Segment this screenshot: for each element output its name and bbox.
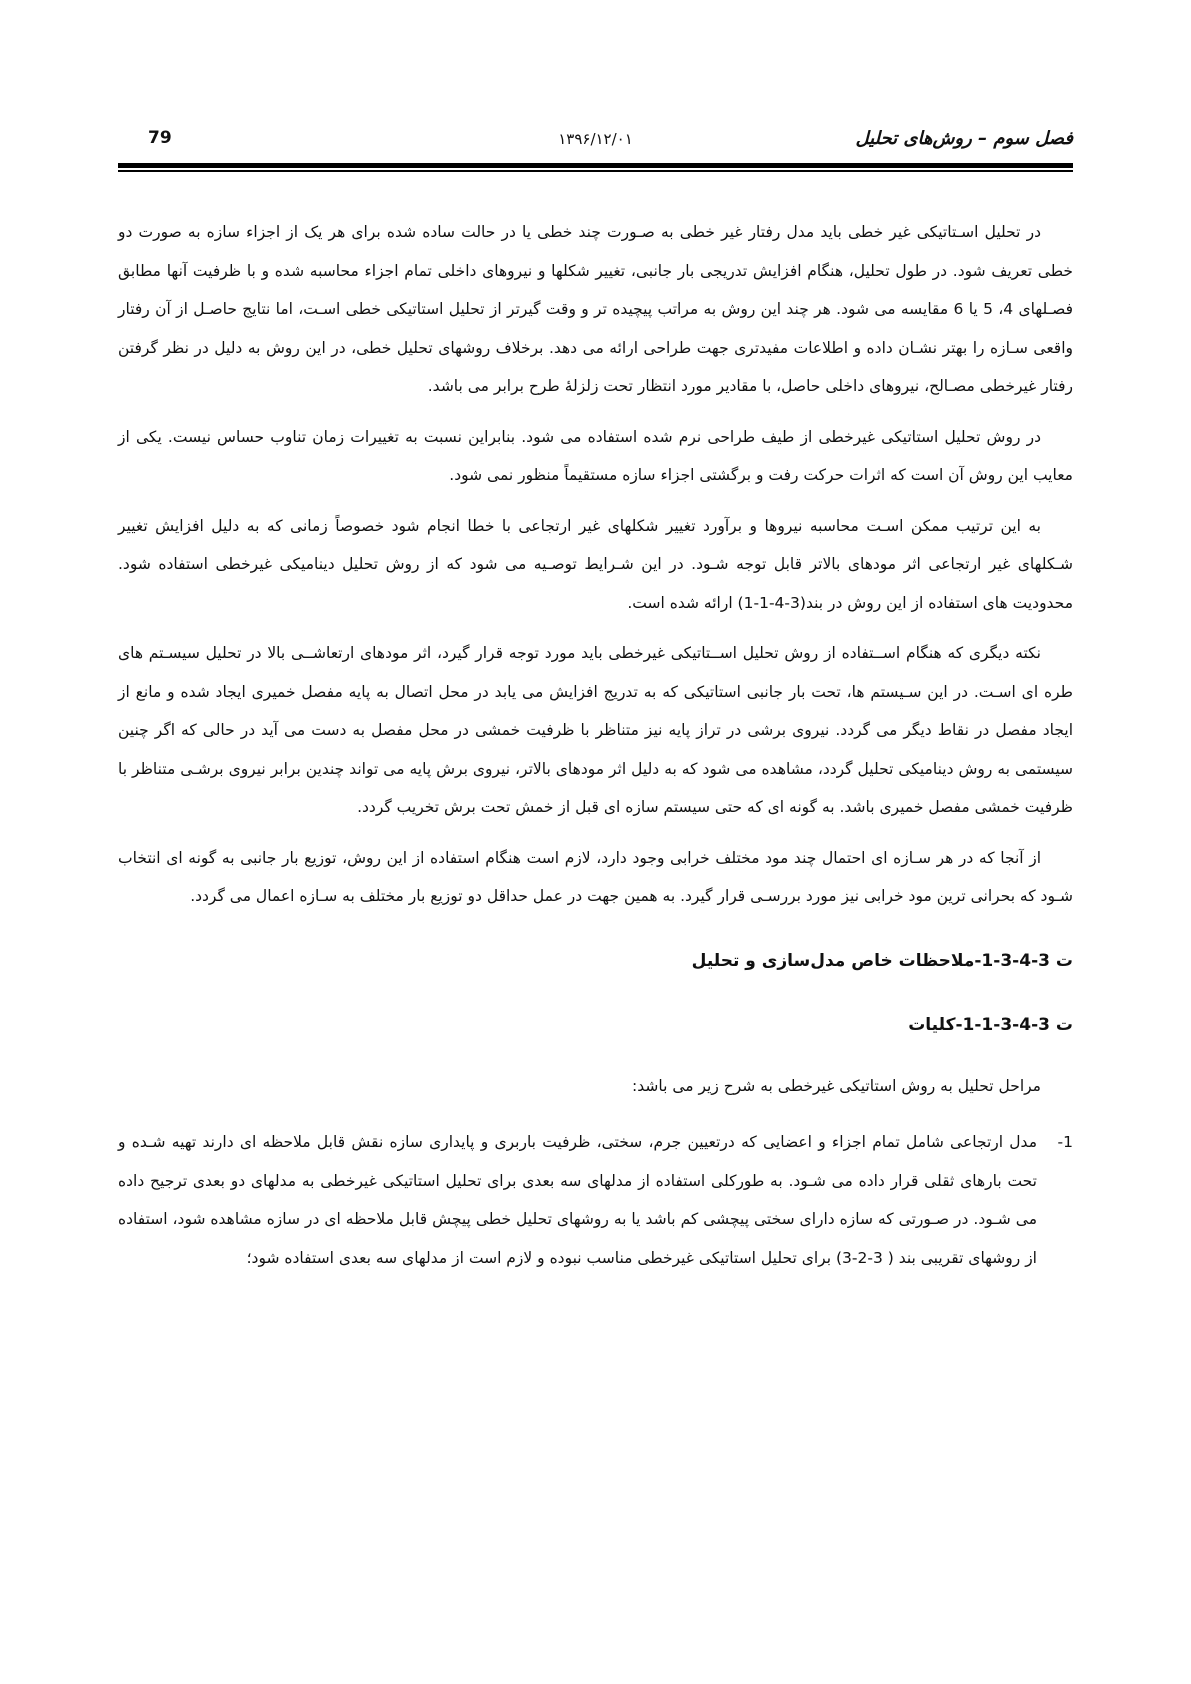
paragraph: در روش تحلیل استاتیکی غیرخطی از طیف طراحی نرم شده استفاده می شود. بنابراین نسبت به تغییرات زمان تناوب حساس نیست. یکی از معایب این روش آن است که اثرات حرکت رفت و برگشتی اجزاء سازه مستقیماً منظور نمی شود. [118,427,1073,484]
list-item [118,1123,1073,1277]
page-number: 79 [148,128,172,148]
section-heading: ت 3-4-3-1-ملاحظات خاص مدل‌سازی و تحلیل [691,950,1073,971]
header-rule-thick [118,163,1073,168]
subsection-heading: ت 3-4-3-1-1-کلیات [908,1015,1073,1035]
page-header [118,128,1073,158]
document-body [118,213,1073,1277]
list-item-text: مدل ارتجاعی شامل تمام اجزاء و اعضایی که درتعیین جرم، سختی، ظرفیت باربری و پایداری سازه نقش قابل ملاحظه ای دارند تهیه شـده و تحت بارهای ثقلی قرار داده می شـود. به طورکلی استفاده از مدلهای سه بعدی برای تحلیل استاتیکی غیرخطی به مدلهای دو بعدی ترجیح داده می شـود. در صـورتی که سازه دارای سختی پیچشی کم باشد یا به روشهای تحلیل خطی پیچش قابل ملاحظه ای در سازه مشاهده شود، استفاده از روشهای تقریبی بند ( 3-2-3) برای تحلیل استاتیکی غیرخطی مناسب نبوده و لازم است از مدلهای سه بعدی استفاده شود؛ [118,1133,1037,1267]
paragraph: نکته دیگری که هنگام اســتفاده از روش تحلیل اســتاتیکی غیرخطی باید مورد توجه قرار گیرد، اثر مودهای ارتعاشــی بالا در تحلیل سیسـتم های طره ای اسـت. در این سـیستم ها، تحت بار جانبی استاتیکی که به تدریج افزایش می یابد در محل اتصال به پایه مفصل خمیری ایجاد شده و مانع از ایجاد مفصل در نقاط دیگر می گردد. نیروی برشی در تراز پایه نیز متناظر با ظرفیت خمشی در محل مفصل به دست می آید در حالی که اگر چنین سیستمی به روش دینامیکی تحلیل گردد، مشاهده می شود که به دلیل اثر مودهای بالاتر، نیروی برش پایه می تواند چندین برابر نیروی برشـی متناظر با ظرفیت خمشی مفصل خمیری باشد. به گونه ای که حتی سیستم سازه ای قبل از خمش تحت برش تخریب گردد. [118,644,1073,816]
paragraph: از آنجا که در هر سـازه ای احتمال چند مود مختلف خرابی وجود دارد، لازم است هنگام استفاده از این روش، توزیع بار جانبی به گونه ای انتخاب شـود که بحرانی ترین مود خرابی نیز مورد بررسـی قرار گیرد. به همین جهت در عمل حداقل دو توزیع بار مختلف به سـازه اعمال می گردد. [118,848,1073,905]
header-rule-thin [118,170,1073,172]
chapter-title: فصل سوم – روش‌های تحلیل [855,128,1073,149]
header-date: ۱۳۹۶/۱۲/۰۱ [558,130,633,148]
paragraph: به این ترتیب ممکن اسـت محاسبه نیروها و برآورد تغییر شکلهای غیر ارتجاعی با خطا انجام شود خصوصاً زمانی که به دلیل افزایش تغییر شـکلهای غیر ارتجاعی اثر مودهای بالاتر قابل توجه شـود. در این شـرایط توصـیه می شود که از روش تحلیل دینامیکی غیرخطی استفاده شود. محدودیت های استفاده از این روش در بند(3-4-1-1) ارائه شده است. [118,516,1073,612]
list-lead: مراحل تحلیل به روش استاتیکی غیرخطی به شرح زیر می باشد: [632,1076,1041,1095]
paragraph: در تحلیل اسـتاتیکی غیر خطی باید مدل رفتار غیر خطی به صـورت چند خطی یا در حالت ساده شده برای هر یک از اجزاء سازه به صورت دو خطی تعریف شود. در طول تحلیل، هنگام افزایش تدریجی بار جانبی، تغییر شکلها و نیروهای داخلی تمام اجزاء محاسبه شده و با ظرفیت آنها مطابق فصـلهای 4، 5 یا 6 مقایسه می شود. هر چند این روش به مراتب پیچیده تر و وقت گیرتر از تحلیل استاتیکی خطی اسـت، اما نتایج حاصـل از آن رفتار واقعی سـازه را بهتر نشـان داده و اطلاعات مفیدتری جهت طراحی ارائه می دهد. برخلاف روشهای تحلیل خطی، در این روش به دلیل در نظر گرفتن رفتار غیرخطی مصـالح، نیروهای داخلی حاصل، با مقادیر مورد انتظار تحت زلزلهٔ طرح برابر می باشد. [118,223,1074,395]
list-item-number: 1- [1057,1133,1073,1151]
